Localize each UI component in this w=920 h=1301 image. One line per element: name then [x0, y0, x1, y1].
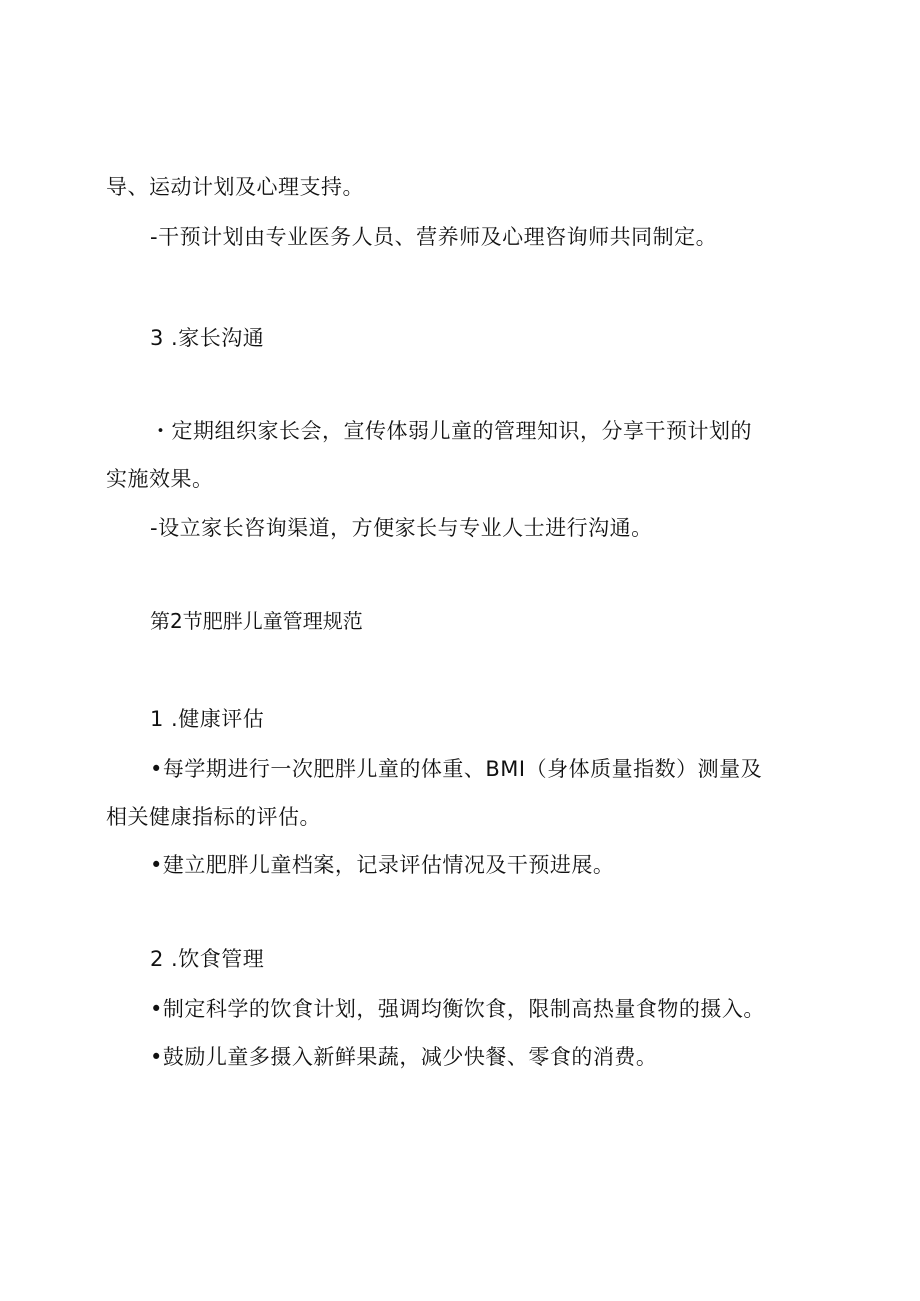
diet-management-item-2: •鼓励儿童多摄入新鲜果蔬，减少快餐、零食的消费。: [150, 1045, 658, 1069]
health-assessment-item-1-line-2: 相关健康指标的评估。: [106, 805, 321, 829]
continuation-line-1: 导、运动计划及心理支持。: [106, 175, 364, 199]
diet-management-heading: 2 .饮食管理: [150, 947, 265, 971]
diet-management-item-1: •制定科学的饮食计划，强调均衡饮食，限制高热量食物的摄入。: [150, 997, 765, 1021]
section-3-item-2: -设立家长咨询渠道，方便家长与专业人士进行沟通。: [150, 516, 653, 540]
section-3-item-1-line-2: 实施效果。: [106, 467, 214, 491]
continuation-line-2: -干预计划由专业医务人员、营养师及心理咨询师共同制定。: [150, 225, 718, 249]
section-3-item-1-line-1: ・定期组织家长会，宣传体弱儿童的管理知识，分享干预计划的: [150, 419, 752, 443]
subsection-2-title: 第2节肥胖儿童管理规范: [150, 609, 363, 633]
section-3-heading: 3 .家长沟通: [150, 326, 265, 350]
health-assessment-heading: 1 .健康评估: [150, 707, 265, 731]
health-assessment-item-1-line-1: •每学期进行一次肥胖儿童的体重、BMI（身体质量指数）测量及: [150, 757, 763, 781]
health-assessment-item-2: •建立肥胖儿童档案，记录评估情况及干预进展。: [150, 853, 615, 877]
